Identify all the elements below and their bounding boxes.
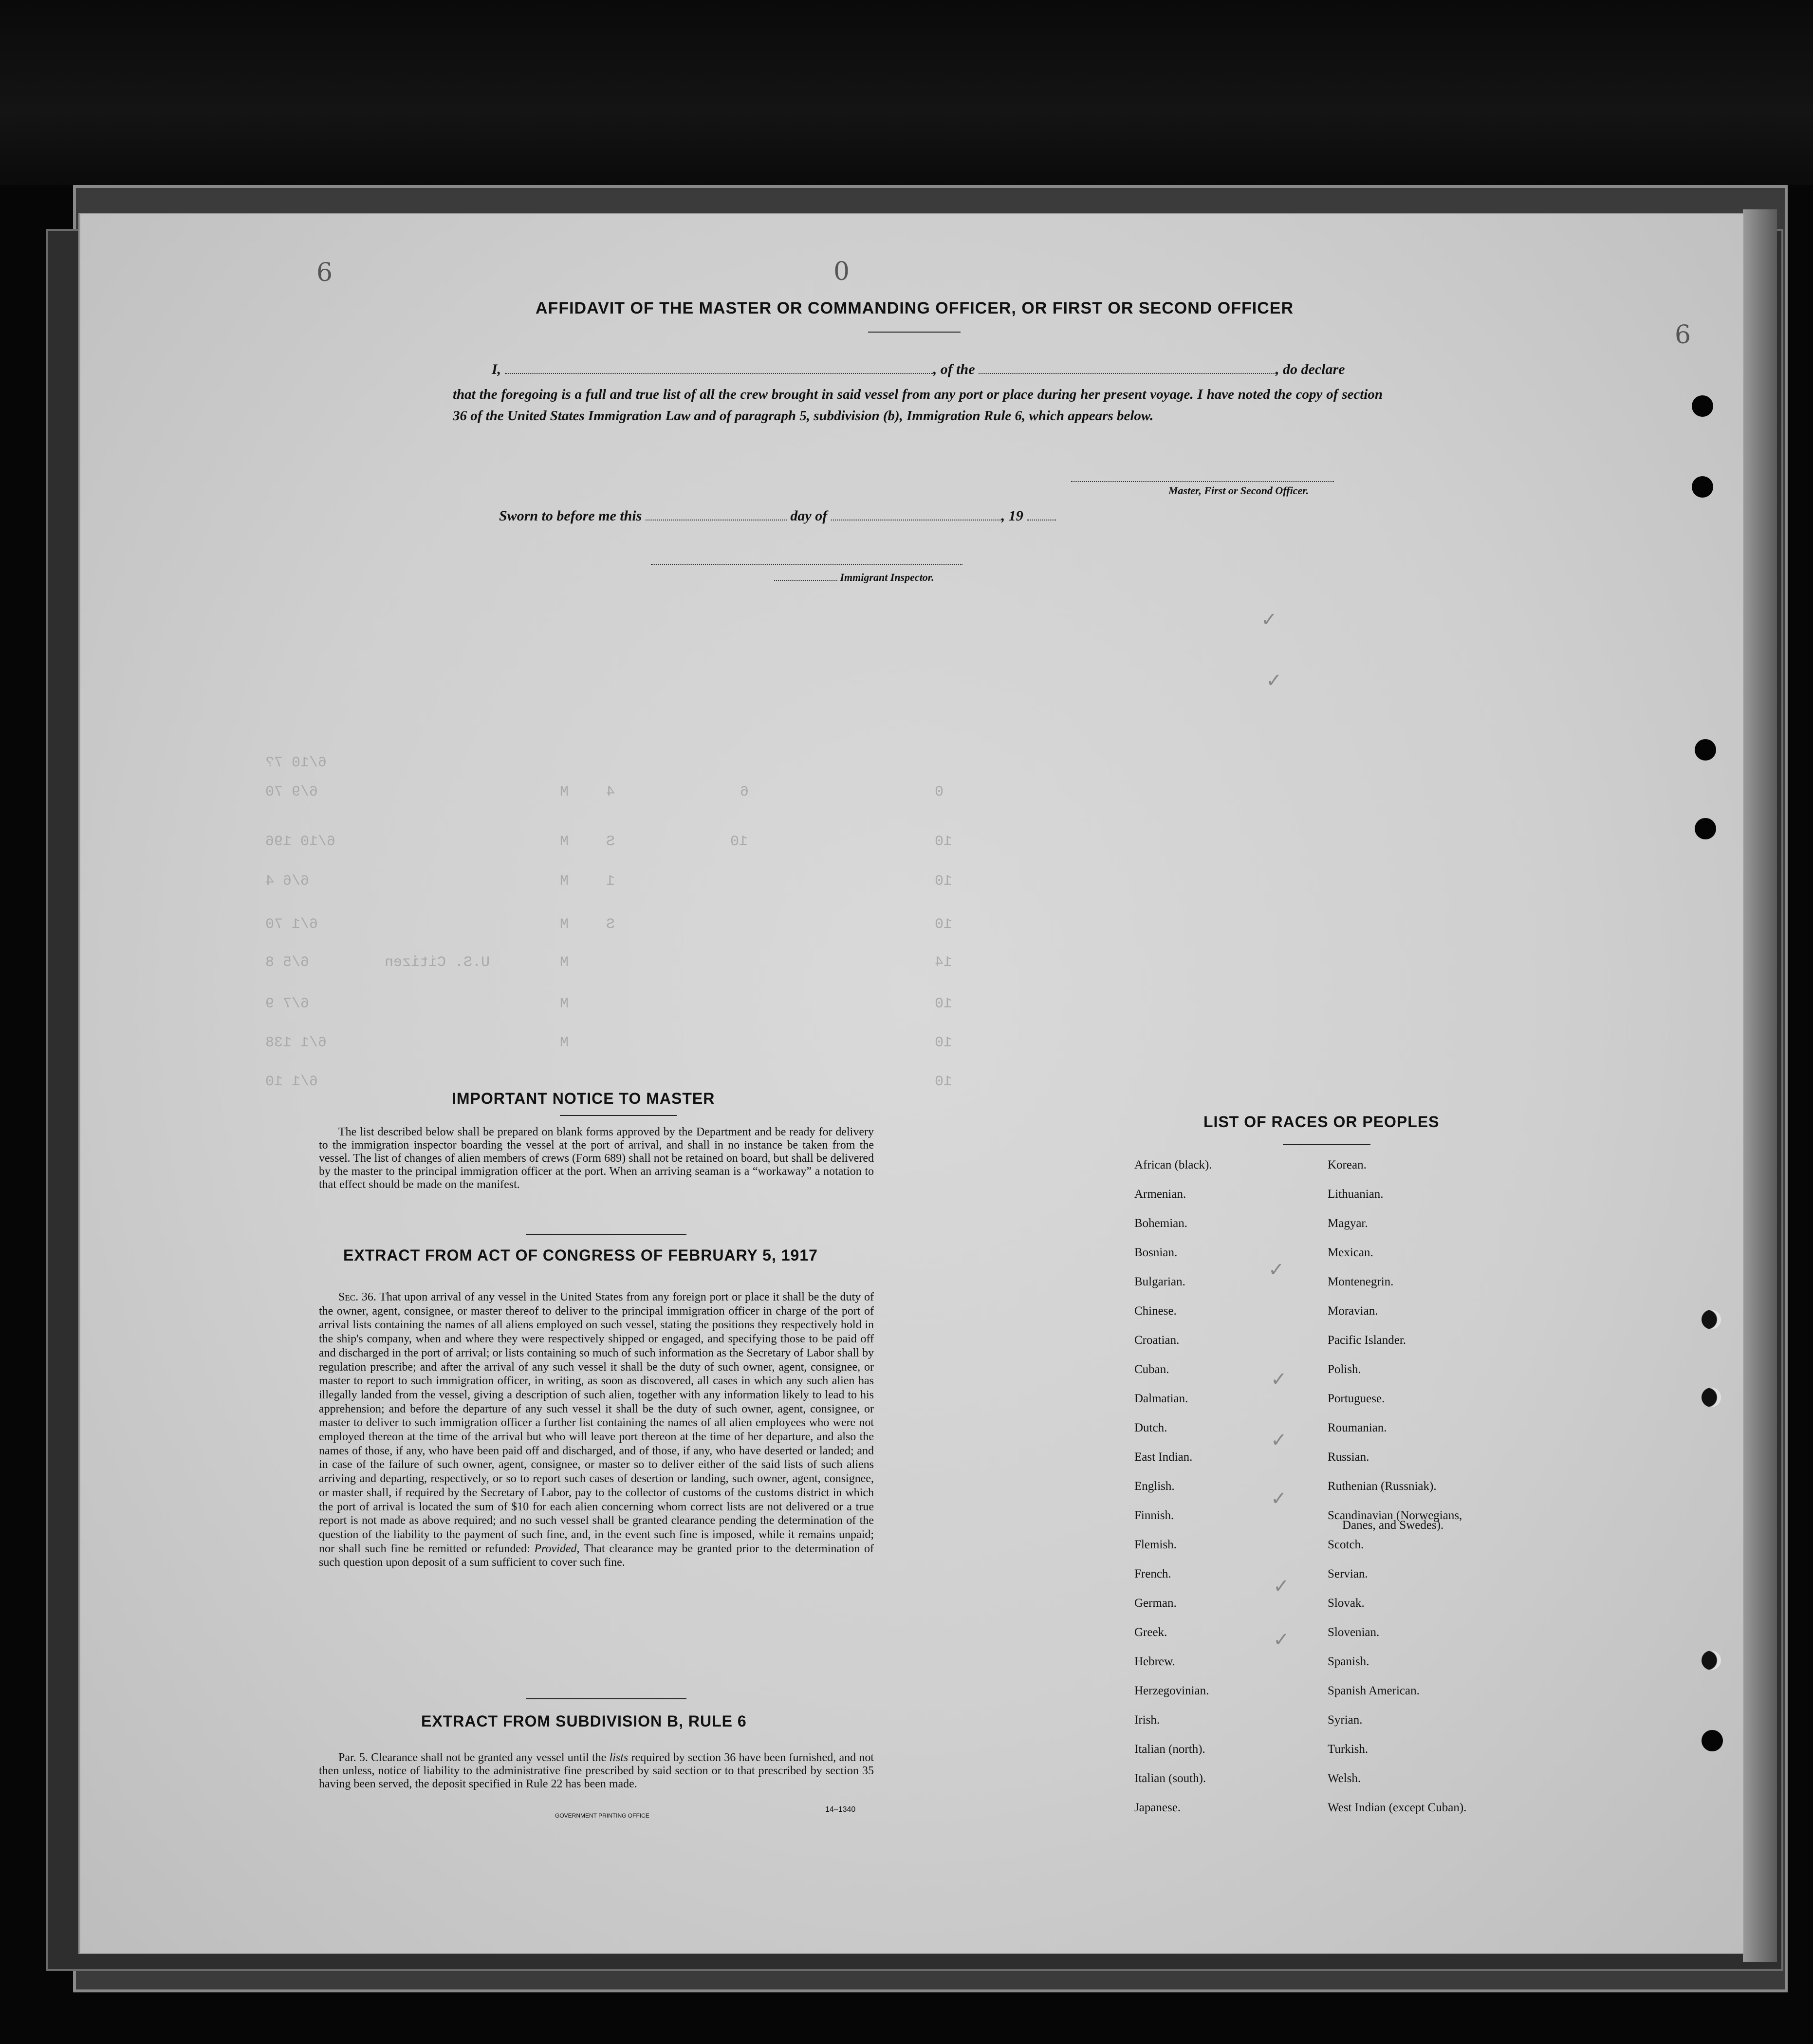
sworn-day-of: day of (790, 508, 828, 524)
bleed-cell: 10 (935, 996, 953, 1012)
race-item: Hebrew. (1134, 1655, 1175, 1668)
printer-imprint: GOVERNMENT PRINTING OFFICE (555, 1812, 649, 1819)
race-item: Japanese. (1134, 1801, 1181, 1814)
race-item: Flemish. (1134, 1538, 1177, 1551)
races-scandinavian-cont: Danes, and Swedes). (1342, 1519, 1444, 1532)
bleed-cell: 4 (606, 784, 615, 800)
check-mark: ✓ (1261, 609, 1277, 631)
bleed-cell: 6/9 70 (265, 784, 318, 800)
race-item: Cuban. (1134, 1363, 1169, 1376)
bleed-cell: M (560, 1035, 569, 1051)
race-item: Korean. (1328, 1158, 1367, 1171)
punch-hole (1695, 739, 1716, 761)
bleed-cell: 6/1 10 (265, 1074, 318, 1090)
form-number: 14–1340 (825, 1805, 856, 1814)
race-item: Irish. (1134, 1713, 1160, 1727)
affidavit-title: AFFIDAVIT OF THE MASTER OR COMMANDING OFFICER, OR FIRST OR SECOND OFFICER (536, 299, 1294, 317)
bleed-cell: 6 (740, 784, 749, 800)
race-item: Croatian. (1134, 1334, 1180, 1347)
act-provided: Provided, (534, 1542, 580, 1555)
act-title: EXTRACT FROM ACT OF CONGRESS OF FEBRUARY 5, 1917 (343, 1246, 818, 1264)
race-item: Syrian. (1328, 1713, 1363, 1727)
race-item: Moravian. (1328, 1304, 1378, 1318)
race-item: Pacific Islander. (1328, 1334, 1406, 1347)
race-item: Turkish. (1328, 1743, 1369, 1756)
bleed-cell: M (560, 954, 569, 971)
subdivision-text (319, 1751, 874, 1791)
margin-mark: 0 (833, 257, 850, 286)
bleed-cell: 10 (935, 873, 953, 890)
subdivision-par: Par. 5. (338, 1751, 368, 1764)
act-body: That upon arrival of any vessel in the United States from any foreign port or place it shall be the duty of the owner, agent, consignee, or master thereof to deliver to the principal immigration officer in charge of the port of arrival lists containing the names of all aliens employed on such vessel, stating the positions they respectively hold in the ship's company, when and where they were respectively shipped or engaged, and specifying those to be paid off and discharged in the port of arrival; or lists containing so much of such information as the Secretary of Labor shall by regulation prescribe; and after the arrival of any such vessel it shall be the duty of such owner, agent, consignee, or master to report to such immigration officer, in writing, as soon as discovered, all cases in which any such alien has illegally landed from the vessel, giving a description of such alien, together with any information likely to lead to his apprehension; and before the departure of any such vessel it shall be the duty of such owner, agent, consignee, or master to deliver to such immigration officer a further list containing the names of all alien employees who were not employed thereon at the time of the arrival but who will leave port thereon at the time of her departure, and also the names of those, if any, who have been paid off and discharged, and of those, if any, who have deserted or landed; and in case of the failure of such owner, agent, consignee, or master so to deliver either of the said lists of such aliens arriving and departing, respectively, or so to report such cases of desertion or landing, such owner, agent, consignee, or master shall, if required by the Secretary of Labor, pay to the collector of customs of the customs district in which the port of arrival is located the sum of $10 for each alien concerning whom correct lists are not delivered or a true report is not made as above required; and no such vessel shall be granted clearance pending the determination of the question of the liability to the payment of such fine, and, in the event such fine is imposed, while it remains unpaid; nor shall such fine be remitted or refunded: (319, 1291, 874, 1555)
race-item: African (black). (1134, 1158, 1212, 1171)
master-signature-label: Master, First or Second Officer. (1168, 484, 1309, 497)
race-item: Dalmatian. (1134, 1392, 1188, 1405)
bleed-cell: 0 (935, 784, 944, 800)
check-mark: ✓ (1271, 1487, 1287, 1510)
race-item: English. (1134, 1480, 1175, 1493)
race-item: Greek. (1134, 1626, 1167, 1639)
notice-text (319, 1126, 874, 1191)
race-item: Spanish American. (1328, 1684, 1420, 1697)
punch-hole (1702, 1388, 1721, 1407)
check-mark: ✓ (1268, 1259, 1285, 1281)
margin-mark: 6 (1675, 320, 1691, 350)
punch-hole (1695, 818, 1716, 839)
race-item: Bulgarian. (1134, 1275, 1185, 1288)
bleed-cell: 10 (935, 1035, 953, 1051)
bleed-cell: 6/5 8 (265, 954, 310, 971)
document-page (78, 213, 1744, 1954)
race-item: West Indian (except Cuban). (1328, 1801, 1467, 1814)
race-item: Italian (south). (1134, 1772, 1206, 1785)
notice-title: IMPORTANT NOTICE TO MASTER (452, 1090, 715, 1107)
bleed-cell: M (560, 834, 569, 850)
race-item: Polish. (1328, 1363, 1361, 1376)
race-item: Italian (north). (1134, 1743, 1205, 1756)
subdivision-body-a: Clearance shall not be granted any vessel until the (371, 1751, 607, 1764)
check-mark: ✓ (1273, 1575, 1290, 1598)
race-item: Bohemian. (1134, 1217, 1188, 1230)
inspector-signature-line (651, 564, 962, 565)
punch-hole (1692, 395, 1713, 417)
races-title: LIST OF RACES OR PEOPLES (1203, 1113, 1440, 1131)
declaration-do-declare: , do declare (1276, 361, 1345, 377)
bleed-cell: 10 (730, 834, 748, 850)
race-item: Welsh. (1328, 1772, 1361, 1785)
race-item: Slovak. (1328, 1597, 1365, 1610)
race-item: Herzegovinian. (1134, 1684, 1209, 1697)
race-item: Finnish. (1134, 1509, 1174, 1522)
inspector-signature-label: Immigrant Inspector. (840, 571, 934, 583)
bleed-cell: 14 (935, 954, 953, 971)
bleed-cell: M (560, 996, 569, 1012)
bleed-cell: 6/10 196 (265, 834, 336, 850)
bleed-cell: 6/1 138 (265, 1035, 327, 1051)
check-mark: ✓ (1266, 669, 1282, 692)
races-list-left (1134, 1158, 1212, 1830)
race-item: Spanish. (1328, 1655, 1369, 1668)
race-item: Bosnian. (1134, 1246, 1178, 1259)
race-item: Magyar. (1328, 1217, 1368, 1230)
divider (526, 1234, 686, 1235)
inspector-dots (774, 571, 934, 584)
race-item: East Indian. (1134, 1450, 1193, 1464)
race-item: Portuguese. (1328, 1392, 1385, 1405)
race-item: French. (1134, 1567, 1171, 1580)
page-stack-edge (1743, 209, 1777, 1962)
race-item: Chinese. (1134, 1304, 1177, 1318)
divider (560, 1115, 677, 1116)
divider (1283, 1144, 1370, 1145)
scanner-background (0, 0, 1813, 185)
declaration-i: I, (492, 361, 501, 377)
race-item: Ruthenian (Russniak). (1328, 1480, 1437, 1493)
master-signature-line (1071, 481, 1334, 482)
bleed-cell: 1 (606, 873, 615, 890)
bleed-cell: M (560, 784, 569, 800)
races-list-right (1328, 1158, 1466, 1830)
subdivision-title: EXTRACT FROM SUBDIVISION B, RULE 6 (421, 1712, 747, 1730)
bleed-cell: 6/10 7? (265, 755, 327, 771)
race-item: Roumanian. (1328, 1421, 1387, 1434)
punch-hole (1702, 1730, 1723, 1751)
bleed-cell: 6/1 70 (265, 916, 318, 933)
bleed-cell: M (560, 873, 569, 890)
race-item: Mexican. (1328, 1246, 1373, 1259)
sworn-line (499, 508, 1056, 524)
bleed-cell: 6/6 4 (265, 873, 310, 890)
race-item: Servian. (1328, 1567, 1368, 1580)
race-item: Slovenian. (1328, 1626, 1380, 1639)
declaration-of-the: , of the (933, 361, 975, 377)
act-body-end: That clearance may be granted prior to the determination of such question upon deposit of a sum sufficient to cover such fine. (319, 1542, 874, 1569)
bleed-cell: S (606, 834, 615, 850)
bleed-cell: 10 (935, 916, 953, 933)
act-text (319, 1290, 874, 1570)
bleed-cell: U.S. Citizen (385, 954, 490, 971)
check-mark: ✓ (1271, 1429, 1287, 1451)
divider (868, 332, 961, 333)
race-item: German. (1134, 1597, 1177, 1610)
sworn-before-me: Sworn to before me this (499, 508, 642, 524)
bleed-cell: M (560, 916, 569, 933)
bleed-cell: S (606, 916, 615, 933)
divider (526, 1698, 686, 1699)
affidavit-declaration-line (492, 361, 1345, 378)
bleed-cell: 10 (935, 834, 953, 850)
notice-body: The list described below shall be prepared on blank forms approved by the Department and be ready for delivery to the immigration inspector boarding the vessel at the port of arrival, and shall in no instance be taken from the vessel. The list of changes of alien members of crews (Form 689) shall not be retained on board, but shall be delivered by the master to the principal immigration officer at the port. When an arriving seaman is a “workaway” a notation to that effect should be made on the manifest. (319, 1126, 874, 1191)
punch-hole (1702, 1310, 1721, 1329)
punch-hole (1702, 1651, 1721, 1670)
margin-mark: 6 (316, 258, 333, 287)
race-item: Scotch. (1328, 1538, 1364, 1551)
race-item: Dutch. (1134, 1421, 1167, 1434)
affidavit-body: that the foregoing is a full and true list of all the crew brought in said vessel from any port or place during her present voyage. I have noted the copy of section 36 of the United States Immigration Law and of paragraph 5, subdivision (b), Immigration Rule 6, which appears below. (453, 387, 1383, 424)
bleed-cell: 10 (935, 1074, 953, 1090)
act-section: Sec. 36. (338, 1291, 376, 1303)
sworn-year: , 19 (1001, 508, 1023, 524)
check-mark: ✓ (1271, 1368, 1287, 1391)
race-item: Armenian. (1134, 1188, 1186, 1201)
bleed-cell: 6/7 9 (265, 996, 310, 1012)
check-mark: ✓ (1273, 1629, 1290, 1651)
race-item: Russian. (1328, 1450, 1369, 1464)
subdivision-lists: lists (609, 1751, 629, 1764)
race-item: Scandinavian (Norwegians, (1328, 1509, 1462, 1522)
subdivision-body-b: required by section 36 have been furnished, and not then unless, notice of liability to the administrative fine prescribed by said section or to that prescribed by section 35 having been served, the deposit specified in Rule 22 has been made. (319, 1751, 874, 1790)
punch-hole (1692, 476, 1713, 498)
race-item: Montenegrin. (1328, 1275, 1394, 1288)
race-item: Lithuanian. (1328, 1188, 1384, 1201)
